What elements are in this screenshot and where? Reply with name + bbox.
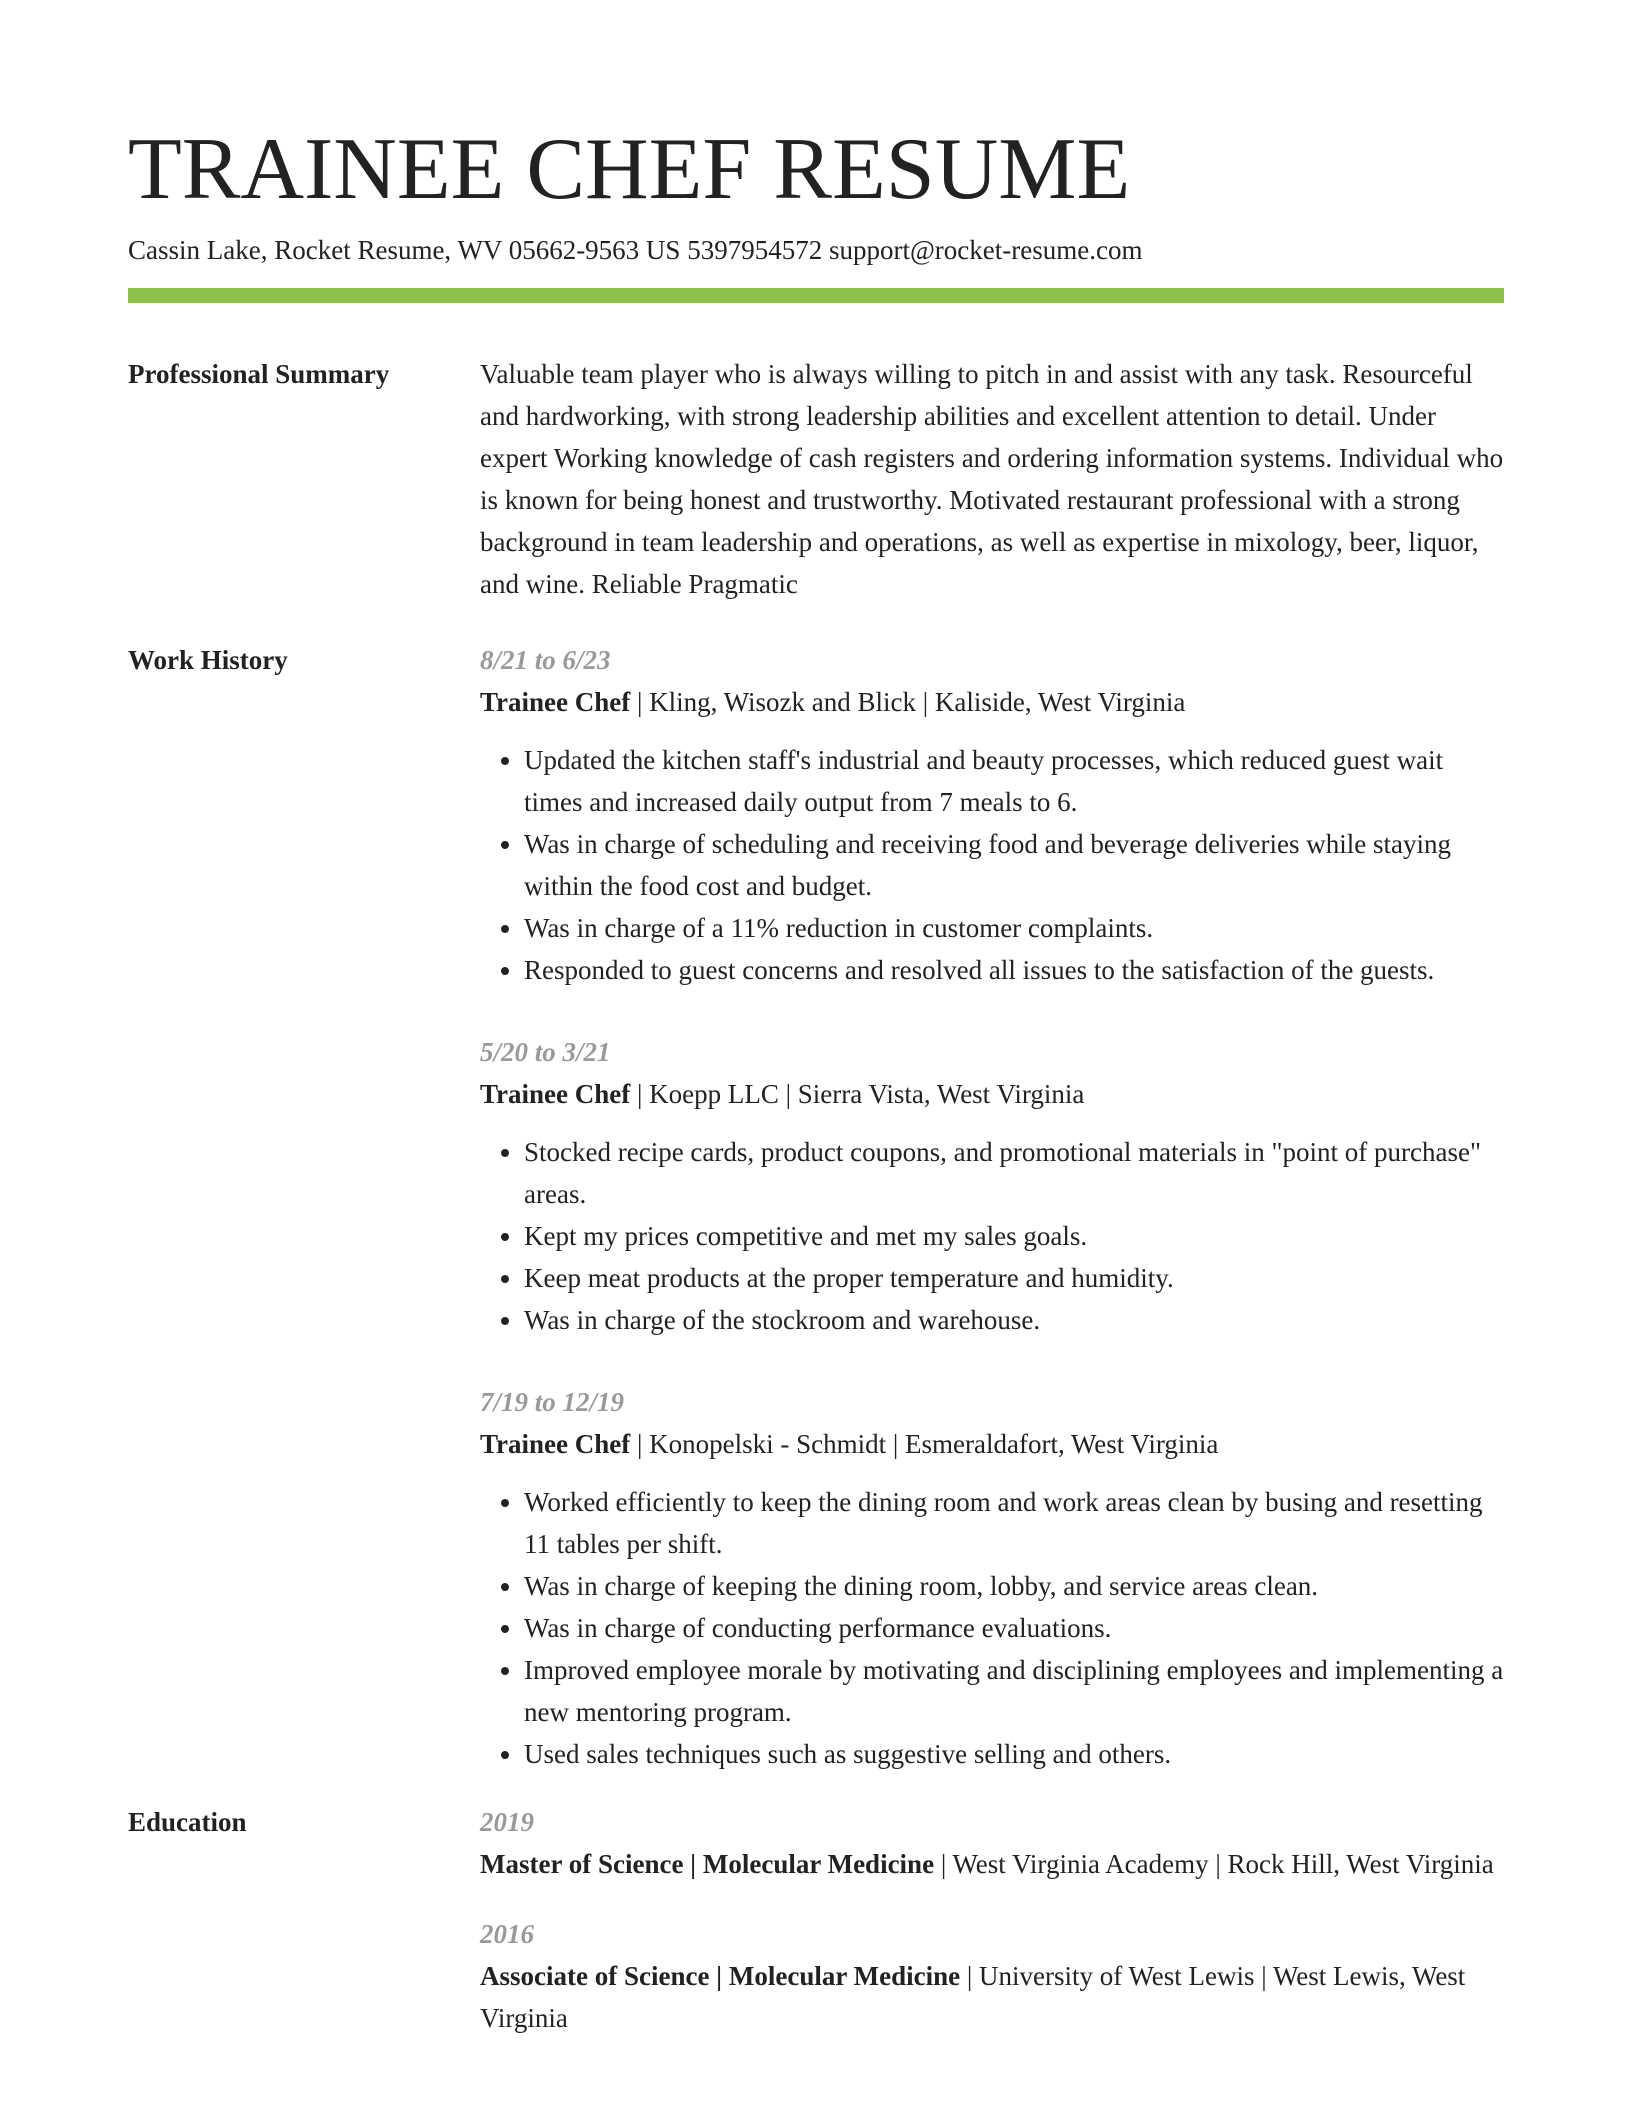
list-item: • Updated the kitchen staff's industrial and beauty processes, which reduced guest wait times and increased daily output from 7 meals to 6. bbox=[524, 739, 1504, 823]
section-label-education: Education bbox=[128, 1807, 247, 1837]
list-item: • Keep meat products at the proper temperature and humidity. bbox=[524, 1257, 1504, 1299]
list-item: • Kept my prices competitive and met my sales goals. bbox=[524, 1215, 1504, 1257]
job-date: 8/21 to 6/23 bbox=[480, 645, 611, 675]
job-details: | Kling, Wisozk and Blick | Kaliside, West Virginia bbox=[630, 687, 1186, 717]
education-degree: Master of Science | Molecular Medicine bbox=[480, 1849, 935, 1879]
section-label-summary: Professional Summary bbox=[128, 359, 390, 389]
list-item: • Responded to guest concerns and resolved all issues to the satisfaction of the guests. bbox=[524, 949, 1504, 991]
job-bullets bbox=[480, 1131, 1504, 1341]
education-line bbox=[480, 1955, 1504, 2039]
job-date: 7/19 to 12/19 bbox=[480, 1387, 625, 1417]
list-item: • Was in charge of the stockroom and warehouse. bbox=[524, 1299, 1504, 1341]
contact-line: Cassin Lake, Rocket Resume, WV 05662-9563 US 5397954572 support@rocket-resume.com bbox=[128, 235, 1143, 265]
education-list bbox=[480, 1801, 1504, 2039]
education-entry bbox=[480, 1913, 1504, 2039]
job-entry bbox=[480, 639, 1504, 991]
summary-text: Valuable team player who is always willing to pitch in and assist with any task. Resourceful and hardworking, with strong leadership abilities and excellent attention to detail. Under expert Working knowledge of cash registers and ordering information systems. Individual who is known for being honest and trustworthy. Motivated restaurant professional with a strong background in team leadership and operations, as well as expertise in mixology, beer, liquor, and wine. Reliable Pragmatic bbox=[480, 359, 1504, 599]
job-details: | Konopelski - Schmidt | Esmeraldafort, West Virginia bbox=[630, 1429, 1219, 1459]
education-year: 2019 bbox=[480, 1807, 534, 1837]
section-label-work-history: Work History bbox=[128, 645, 288, 675]
job-title: Trainee Chef bbox=[480, 1429, 631, 1459]
list-item: • Stocked recipe cards, product coupons, and promotional materials in "point of purchase" areas. bbox=[524, 1131, 1504, 1215]
work-history-section bbox=[128, 639, 1504, 1775]
job-details: | Koepp LLC | Sierra Vista, West Virginia bbox=[630, 1079, 1085, 1109]
work-history-list bbox=[480, 639, 1504, 1775]
job-date: 5/20 to 3/21 bbox=[480, 1037, 611, 1067]
education-year: 2016 bbox=[480, 1919, 534, 1949]
job-title: Trainee Chef bbox=[480, 687, 631, 717]
list-item: • Worked efficiently to keep the dining room and work areas clean by busing and resetting 11 tables per shift. bbox=[524, 1481, 1504, 1565]
list-item: • Improved employee morale by motivating and disciplining employees and implementing a new mentoring program. bbox=[524, 1649, 1504, 1733]
education-entry bbox=[480, 1801, 1504, 1885]
job-entry bbox=[480, 1381, 1504, 1775]
education-details: | West Virginia Academy | Rock Hill, West Virginia bbox=[934, 1849, 1494, 1879]
list-item: • Was in charge of scheduling and receiving food and beverage deliveries while staying within the food cost and budget. bbox=[524, 823, 1504, 907]
list-item: • Used sales techniques such as suggestive selling and others. bbox=[524, 1733, 1504, 1775]
summary-section bbox=[128, 353, 1504, 605]
job-bullets bbox=[480, 1481, 1504, 1775]
job-entry bbox=[480, 1031, 1504, 1341]
accent-divider bbox=[128, 288, 1504, 303]
list-item: • Was in charge of keeping the dining room, lobby, and service areas clean. bbox=[524, 1565, 1504, 1607]
job-role-line bbox=[480, 681, 1504, 723]
education-degree: Associate of Science | Molecular Medicine bbox=[480, 1961, 961, 1991]
job-role-line bbox=[480, 1423, 1504, 1465]
job-title: Trainee Chef bbox=[480, 1079, 631, 1109]
job-role-line bbox=[480, 1073, 1504, 1115]
list-item: • Was in charge of conducting performance evaluations. bbox=[524, 1607, 1504, 1649]
resume-title: TRAINEE CHEF RESUME bbox=[128, 121, 1131, 218]
education-details: | University of West Lewis | West Lewis, West Virginia bbox=[480, 1961, 1466, 2033]
education-line bbox=[480, 1843, 1504, 1885]
job-bullets bbox=[480, 739, 1504, 991]
list-item: • Was in charge of a 11% reduction in customer complaints. bbox=[524, 907, 1504, 949]
education-section bbox=[128, 1801, 1504, 2039]
